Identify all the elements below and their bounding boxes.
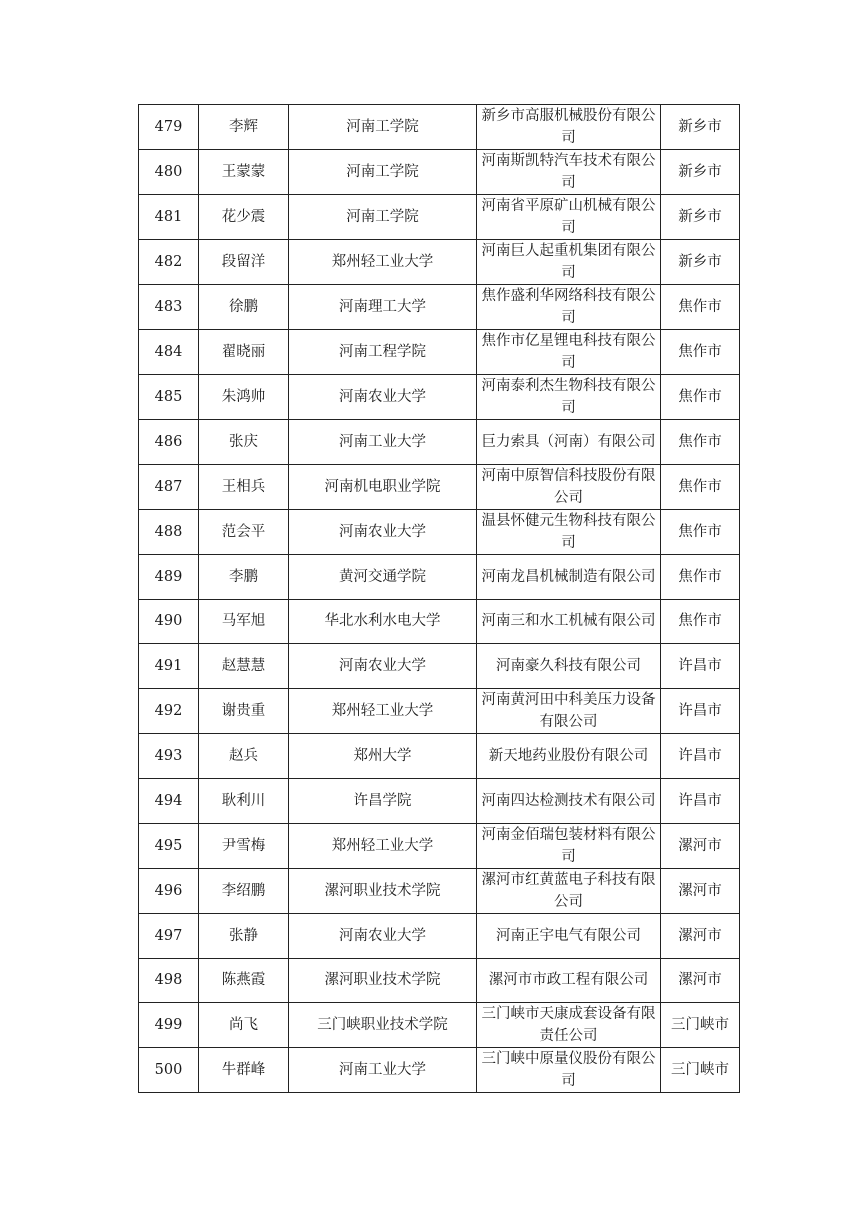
row-number-cell: 479 xyxy=(139,105,199,150)
table-row xyxy=(139,240,740,285)
school-cell: 河南机电职业学院 xyxy=(289,464,477,509)
row-number-cell: 497 xyxy=(139,913,199,958)
school-cell: 河南理工大学 xyxy=(289,285,477,330)
row-number-cell: 488 xyxy=(139,509,199,554)
school-cell: 黄河交通学院 xyxy=(289,554,477,599)
row-number-cell: 493 xyxy=(139,734,199,779)
person-name-cell: 赵慧慧 xyxy=(199,644,289,689)
company-cell: 巨力索具（河南）有限公司 xyxy=(477,420,661,465)
person-name-cell: 李鹏 xyxy=(199,554,289,599)
city-cell: 焦作市 xyxy=(661,464,740,509)
person-name-cell: 王相兵 xyxy=(199,464,289,509)
city-cell: 焦作市 xyxy=(661,330,740,375)
person-name-cell: 陈燕霞 xyxy=(199,958,289,1003)
row-number-cell: 485 xyxy=(139,375,199,420)
school-cell: 漯河职业技术学院 xyxy=(289,868,477,913)
row-number-cell: 499 xyxy=(139,1003,199,1048)
school-cell: 河南工业大学 xyxy=(289,420,477,465)
person-name-cell: 花少震 xyxy=(199,195,289,240)
city-cell: 许昌市 xyxy=(661,689,740,734)
company-cell: 河南斯凯特汽车技术有限公司 xyxy=(477,150,661,195)
city-cell: 漯河市 xyxy=(661,958,740,1003)
table-row xyxy=(139,689,740,734)
company-cell: 漯河市市政工程有限公司 xyxy=(477,958,661,1003)
city-cell: 新乡市 xyxy=(661,195,740,240)
company-cell: 三门峡中原量仪股份有限公司 xyxy=(477,1048,661,1093)
city-cell: 焦作市 xyxy=(661,375,740,420)
school-cell: 郑州轻工业大学 xyxy=(289,823,477,868)
table-row xyxy=(139,1048,740,1093)
row-number-cell: 483 xyxy=(139,285,199,330)
company-cell: 河南巨人起重机集团有限公司 xyxy=(477,240,661,285)
city-cell: 焦作市 xyxy=(661,509,740,554)
city-cell: 漯河市 xyxy=(661,913,740,958)
person-name-cell: 段留洋 xyxy=(199,240,289,285)
company-cell: 漯河市红黄蓝电子科技有限公司 xyxy=(477,868,661,913)
table-row xyxy=(139,105,740,150)
table-row xyxy=(139,1003,740,1048)
company-cell: 河南豪久科技有限公司 xyxy=(477,644,661,689)
person-name-cell: 张庆 xyxy=(199,420,289,465)
company-cell: 三门峡市天康成套设备有限责任公司 xyxy=(477,1003,661,1048)
person-name-cell: 翟晓丽 xyxy=(199,330,289,375)
company-cell: 河南龙昌机械制造有限公司 xyxy=(477,554,661,599)
row-number-cell: 500 xyxy=(139,1048,199,1093)
city-cell: 焦作市 xyxy=(661,285,740,330)
city-cell: 漯河市 xyxy=(661,823,740,868)
company-cell: 焦作盛利华网络科技有限公司 xyxy=(477,285,661,330)
person-name-cell: 牛群峰 xyxy=(199,1048,289,1093)
table-row xyxy=(139,599,740,644)
city-cell: 焦作市 xyxy=(661,420,740,465)
table-row xyxy=(139,464,740,509)
company-cell: 河南黄河田中科美压力设备有限公司 xyxy=(477,689,661,734)
table-row xyxy=(139,554,740,599)
table-row xyxy=(139,958,740,1003)
table-row xyxy=(139,734,740,779)
person-name-cell: 徐鹏 xyxy=(199,285,289,330)
company-cell: 新乡市高服机械股份有限公司 xyxy=(477,105,661,150)
city-cell: 许昌市 xyxy=(661,734,740,779)
table-row xyxy=(139,150,740,195)
row-number-cell: 490 xyxy=(139,599,199,644)
table-row xyxy=(139,913,740,958)
person-name-cell: 马军旭 xyxy=(199,599,289,644)
person-name-cell: 尹雪梅 xyxy=(199,823,289,868)
person-name-cell: 李辉 xyxy=(199,105,289,150)
person-name-cell: 王蒙蒙 xyxy=(199,150,289,195)
school-cell: 郑州大学 xyxy=(289,734,477,779)
school-cell: 河南农业大学 xyxy=(289,644,477,689)
school-cell: 河南工业大学 xyxy=(289,1048,477,1093)
table-row xyxy=(139,195,740,240)
person-name-cell: 朱鸿帅 xyxy=(199,375,289,420)
school-cell: 河南农业大学 xyxy=(289,375,477,420)
row-number-cell: 492 xyxy=(139,689,199,734)
city-cell: 许昌市 xyxy=(661,644,740,689)
row-number-cell: 496 xyxy=(139,868,199,913)
school-cell: 华北水利水电大学 xyxy=(289,599,477,644)
company-cell: 新天地药业股份有限公司 xyxy=(477,734,661,779)
company-cell: 河南金佰瑞包装材料有限公司 xyxy=(477,823,661,868)
company-cell: 河南四达检测技术有限公司 xyxy=(477,778,661,823)
table-row xyxy=(139,285,740,330)
row-number-cell: 494 xyxy=(139,778,199,823)
person-name-cell: 赵兵 xyxy=(199,734,289,779)
company-cell: 河南正宇电气有限公司 xyxy=(477,913,661,958)
roster-table xyxy=(138,104,740,1093)
table-row xyxy=(139,509,740,554)
school-cell: 郑州轻工业大学 xyxy=(289,240,477,285)
row-number-cell: 484 xyxy=(139,330,199,375)
company-cell: 河南省平原矿山机械有限公司 xyxy=(477,195,661,240)
row-number-cell: 487 xyxy=(139,464,199,509)
school-cell: 漯河职业技术学院 xyxy=(289,958,477,1003)
school-cell: 许昌学院 xyxy=(289,778,477,823)
table-row xyxy=(139,868,740,913)
city-cell: 许昌市 xyxy=(661,778,740,823)
school-cell: 河南农业大学 xyxy=(289,509,477,554)
school-cell: 河南工学院 xyxy=(289,150,477,195)
table-row xyxy=(139,420,740,465)
row-number-cell: 491 xyxy=(139,644,199,689)
person-name-cell: 尚飞 xyxy=(199,1003,289,1048)
row-number-cell: 482 xyxy=(139,240,199,285)
city-cell: 漯河市 xyxy=(661,868,740,913)
row-number-cell: 480 xyxy=(139,150,199,195)
table-row xyxy=(139,330,740,375)
roster-table-body xyxy=(139,105,740,1093)
company-cell: 温县怀健元生物科技有限公司 xyxy=(477,509,661,554)
row-number-cell: 489 xyxy=(139,554,199,599)
table-row xyxy=(139,823,740,868)
company-cell: 焦作市亿星锂电科技有限公司 xyxy=(477,330,661,375)
school-cell: 三门峡职业技术学院 xyxy=(289,1003,477,1048)
school-cell: 河南工学院 xyxy=(289,105,477,150)
city-cell: 焦作市 xyxy=(661,599,740,644)
city-cell: 新乡市 xyxy=(661,150,740,195)
table-row xyxy=(139,644,740,689)
person-name-cell: 张静 xyxy=(199,913,289,958)
person-name-cell: 李绍鹏 xyxy=(199,868,289,913)
person-name-cell: 耿利川 xyxy=(199,778,289,823)
city-cell: 三门峡市 xyxy=(661,1003,740,1048)
person-name-cell: 范会平 xyxy=(199,509,289,554)
city-cell: 新乡市 xyxy=(661,240,740,285)
city-cell: 新乡市 xyxy=(661,105,740,150)
city-cell: 三门峡市 xyxy=(661,1048,740,1093)
table-row xyxy=(139,375,740,420)
row-number-cell: 495 xyxy=(139,823,199,868)
row-number-cell: 498 xyxy=(139,958,199,1003)
table-row xyxy=(139,778,740,823)
row-number-cell: 481 xyxy=(139,195,199,240)
city-cell: 焦作市 xyxy=(661,554,740,599)
school-cell: 河南工程学院 xyxy=(289,330,477,375)
school-cell: 河南工学院 xyxy=(289,195,477,240)
company-cell: 河南中原智信科技股份有限公司 xyxy=(477,464,661,509)
company-cell: 河南泰利杰生物科技有限公司 xyxy=(477,375,661,420)
company-cell: 河南三和水工机械有限公司 xyxy=(477,599,661,644)
person-name-cell: 谢贵重 xyxy=(199,689,289,734)
school-cell: 郑州轻工业大学 xyxy=(289,689,477,734)
row-number-cell: 486 xyxy=(139,420,199,465)
school-cell: 河南农业大学 xyxy=(289,913,477,958)
